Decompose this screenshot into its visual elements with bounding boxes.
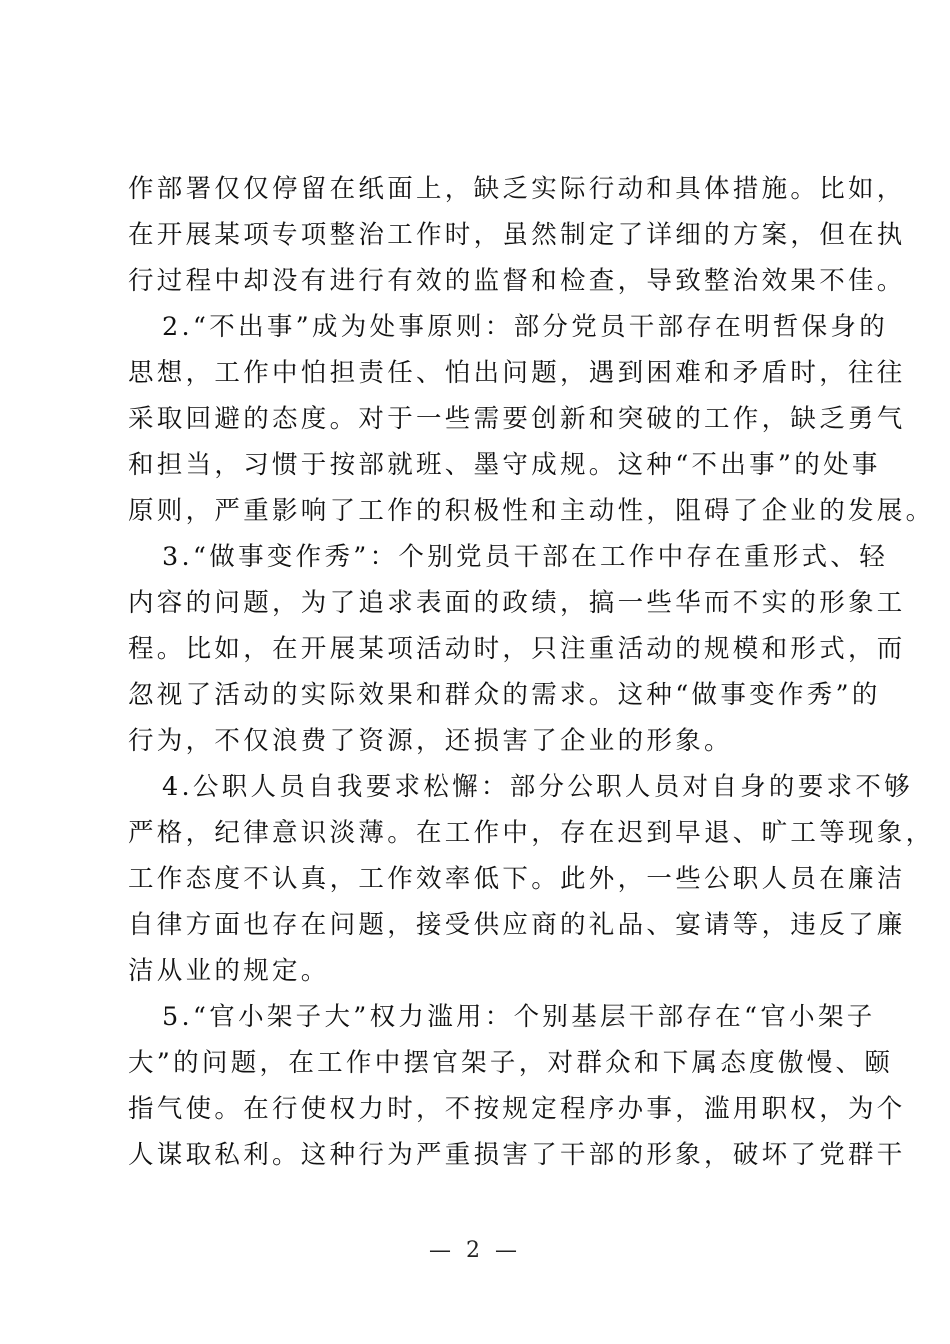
text-line: 在开展某项专项整治工作时，虽然制定了详细的方案，但在执	[128, 220, 906, 250]
text-line: 人谋取私利。这种行为严重损害了干部的形象，破坏了党群干	[128, 1140, 906, 1170]
text-line: 指气使。在行使权力时，不按规定程序办事，滥用职权，为个	[128, 1094, 906, 1124]
text-line: 采取回避的态度。对于一些需要创新和突破的工作，缺乏勇气	[128, 404, 906, 434]
text-line: 工作态度不认真，工作效率低下。此外，一些公职人员在廉洁	[128, 864, 906, 894]
page-number: — 2 —	[429, 1238, 521, 1263]
text-line: 洁从业的规定。	[128, 956, 330, 986]
text-line: 内容的问题，为了追求表面的政绩，搞一些华而不实的形象工	[128, 588, 906, 618]
paragraph-item-5	[128, 994, 906, 1178]
text-line: 思想，工作中怕担责任、怕出问题，遇到困难和矛盾时，往往	[128, 358, 906, 388]
paragraph-item-2	[128, 304, 935, 534]
text-line: 程。比如，在开展某项活动时，只注重活动的规模和形式，而	[128, 634, 906, 664]
text-line: 原则，严重影响了工作的积极性和主动性，阻碍了企业的发展。	[128, 496, 935, 526]
text-line: 行过程中却没有进行有效的监督和检查，导致整治效果不佳。	[128, 266, 906, 296]
text-line: 3.“做事变作秀”：个别党员干部在工作中存在重形式、轻	[162, 542, 889, 572]
text-line: 自律方面也存在问题，接受供应商的礼品、宴请等，违反了廉	[128, 910, 906, 940]
text-line: 作部署仅仅停留在纸面上，缺乏实际行动和具体措施。比如，	[128, 174, 906, 204]
text-line: 2.“不出事”成为处事原则：部分党员干部存在明哲保身的	[162, 312, 889, 342]
text-line: 5.“官小架子大”权力滥用：个别基层干部存在“官小架子	[162, 1002, 876, 1032]
text-line: 大”的问题，在工作中摆官架子，对群众和下属态度傲慢、颐	[128, 1048, 894, 1078]
text-line: 行为，不仅浪费了资源，还损害了企业的形象。	[128, 726, 733, 756]
paragraph-item-3	[128, 534, 906, 764]
text-line: 和担当，习惯于按部就班、墨守成规。这种“不出事”的处事	[128, 450, 881, 480]
document-body	[128, 166, 935, 1178]
paragraph-continuation	[128, 166, 906, 304]
text-line: 严格，纪律意识淡薄。在工作中，存在迟到早退、旷工等现象，	[128, 818, 935, 848]
paragraph-item-4	[128, 764, 935, 994]
text-line: 忽视了活动的实际效果和群众的需求。这种“做事变作秀”的	[128, 680, 881, 710]
text-line: 4.公职人员自我要求松懈：部分公职人员对自身的要求不够	[162, 772, 913, 802]
